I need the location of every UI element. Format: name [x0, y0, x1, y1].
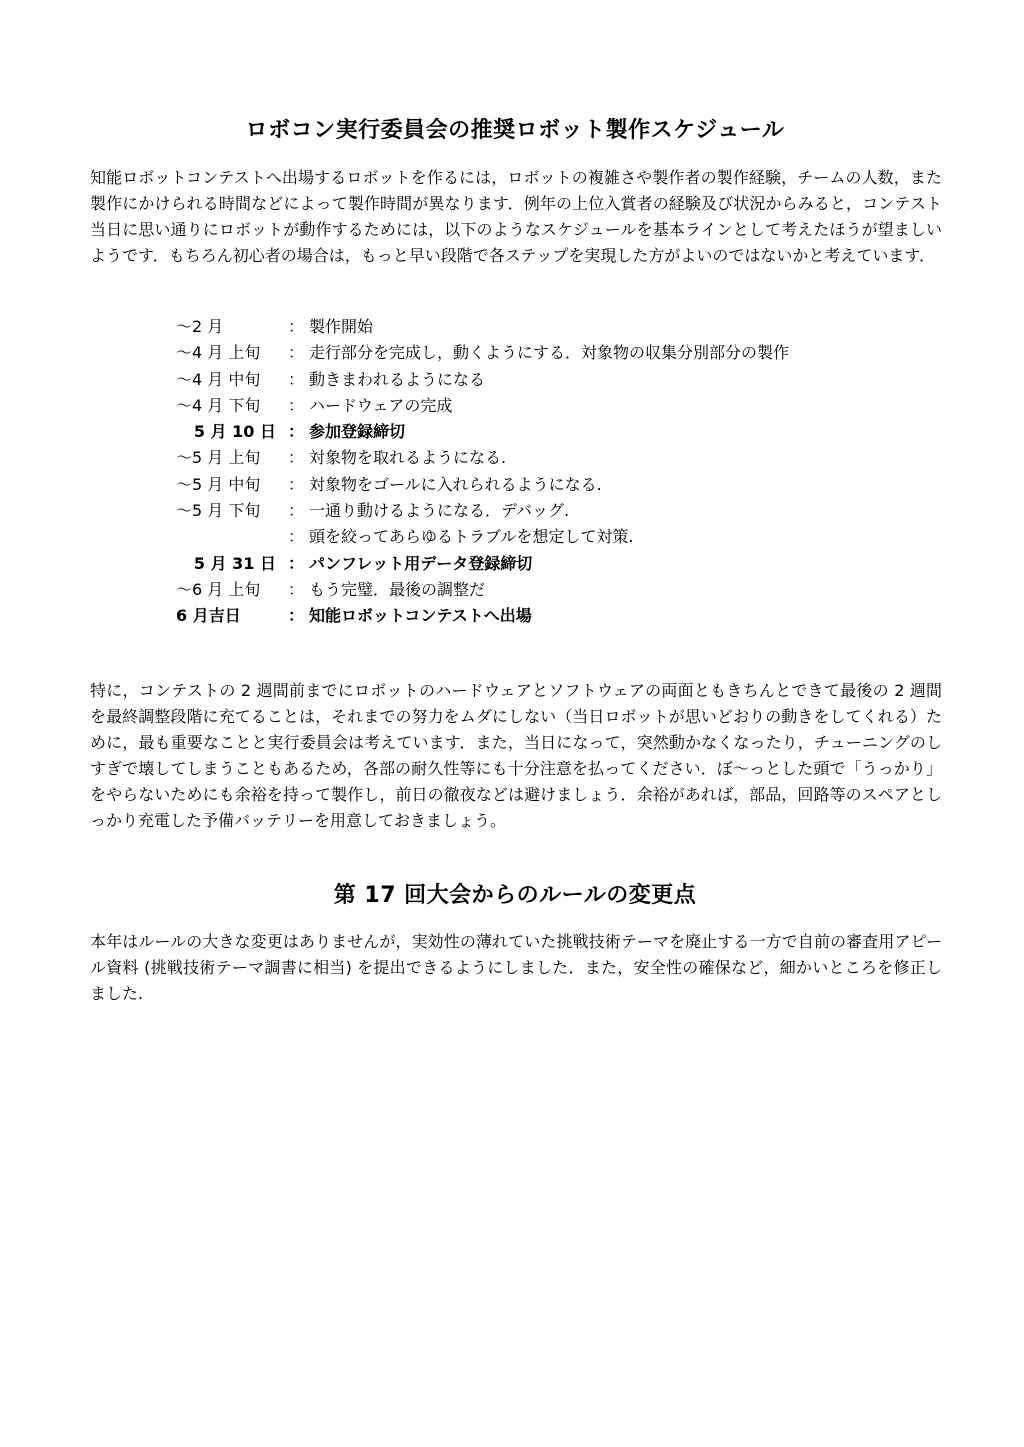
schedule-separator: ： — [288, 527, 305, 547]
schedule-when: 5 月 10 日 — [193, 422, 276, 442]
schedule-row — [176, 472, 936, 498]
schedule-row — [176, 498, 936, 524]
section-heading: 第 17 回大会からのルールの変更点 — [333, 883, 697, 908]
schedule-row — [176, 314, 936, 340]
schedule-when: 6 月吉日 — [176, 606, 241, 626]
schedule-list — [176, 314, 936, 630]
schedule-row — [176, 367, 936, 393]
schedule-task: ハードウェアの完成 — [309, 395, 453, 415]
schedule-task: 動きまわれるようになる — [309, 369, 486, 389]
schedule-when: 〜5 月 中旬 — [176, 474, 261, 494]
schedule-separator: ： — [288, 343, 305, 363]
schedule-task: もう完璧．最後の調整だ — [309, 579, 486, 599]
schedule-task: 参加登録締切 — [309, 422, 406, 442]
schedule-separator: ： — [288, 501, 305, 521]
schedule-row — [176, 445, 936, 471]
schedule-when: 〜4 月 下旬 — [176, 395, 261, 415]
advice-paragraph: 特に，コンテストの 2 週間前までにロボットのハードウェアとソフトウェアの両面ともきちんとできて最後の 2 週間を最終調整段階に充てることは，それまでの努力をムダにしない（当日ロボットが思いどおりの動きをしてくれる）ために，最も重要なことと実行委員会は考えています．また，当日になって，突然動かなくなったり，チューニングのしすぎで壊してしまうこともあるため，各部の耐久性等にも十分注意を払ってください．ぼ〜っとした頭で「うっかり」をやらないためにも余裕を持って製作し，前日の徹夜などは避けましょう．余裕があれば，部品，回路等のスペアとしっかり充電した予備バッテリーを用意しておきましょう。 — [90, 681, 942, 830]
schedule-when: 〜5 月 上旬 — [176, 448, 261, 468]
schedule-task: 対象物を取れるようになる. — [309, 448, 507, 468]
schedule-when: 〜4 月 中旬 — [176, 369, 261, 389]
page-title: ロボコン実行委員会の推奨ロボット製作スケジュール — [245, 118, 785, 143]
schedule-row — [176, 524, 936, 550]
schedule-row-event — [176, 603, 936, 629]
schedule-when: 〜6 月 上旬 — [176, 579, 261, 599]
schedule-separator: ： — [288, 395, 305, 415]
schedule-row-deadline — [176, 551, 936, 577]
schedule-row — [176, 340, 936, 366]
schedule-separator: ： — [288, 422, 305, 442]
schedule-separator: ： — [288, 474, 305, 494]
schedule-task: パンフレット用データ登録締切 — [309, 553, 533, 573]
schedule-task: 走行部分を完成し，動くようにする．対象物の収集分別部分の製作 — [309, 343, 790, 363]
schedule-task: 頭を絞ってあらゆるトラブルを想定して対策. — [309, 527, 634, 547]
schedule-separator: ： — [288, 448, 305, 468]
schedule-row — [176, 393, 936, 419]
schedule-separator: ： — [288, 553, 305, 573]
schedule-task: 製作開始 — [309, 317, 374, 336]
schedule-separator: ： — [288, 579, 305, 599]
schedule-task: 知能ロボットコンテストへ出場 — [309, 606, 532, 626]
intro-paragraph: 知能ロボットコンテストへ出場するロボットを作るには，ロボットの複雑さや製作者の製作経験，チームの人数，また製作にかけられる時間などによって製作時間が異なります．例年の上位入賞者の経験及び状況からみると，コンテスト当日に思い通りにロボットが動作するためには，以下のようなスケジュールを基本ラインとして考えたほうが望ましいようです．もちろん初心者の場合は，もっと早い段階で各ステップを実現した方がよいのではないかと考えています． — [90, 168, 942, 265]
schedule-when: 〜5 月 下旬 — [176, 501, 261, 521]
schedule-separator: ： — [288, 369, 305, 389]
rule-change-paragraph: 本年はルールの大きな変更はありませんが，実効性の薄れていた挑戦技術テーマを廃止する一方で自前の審査用アピール資料 (挑戦技術テーマ調書に相当) を提出できるようにしました．また，安全性の確保など，細かいところを修正しました. — [90, 932, 942, 1003]
schedule-task: 一通り動けるようになる．デバッグ. — [309, 501, 570, 521]
schedule-when: 〜4 月 上旬 — [176, 343, 261, 363]
schedule-task: 対象物をゴールに入れられるようになる. — [309, 474, 602, 494]
schedule-separator: ： — [288, 606, 305, 626]
schedule-when: 5 月 31 日 — [193, 553, 276, 573]
schedule-row — [176, 577, 936, 603]
schedule-when: 〜2 月 — [176, 317, 224, 336]
schedule-separator: ： — [288, 317, 305, 336]
schedule-row-deadline — [176, 419, 936, 445]
